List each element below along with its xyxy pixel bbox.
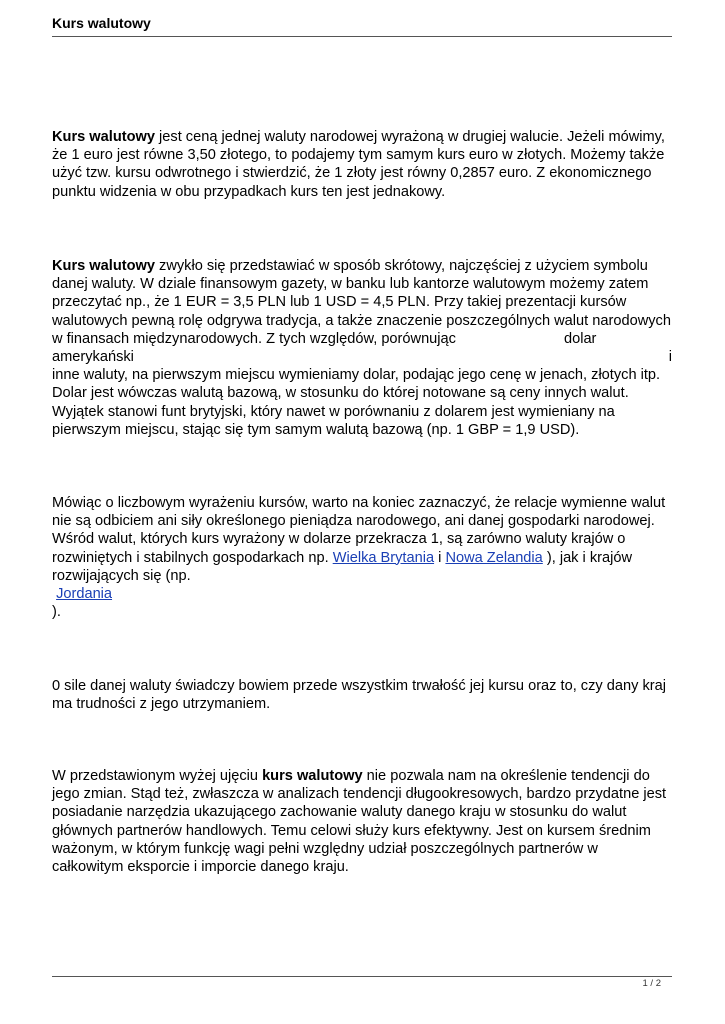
text-line: Wyjątek stanowi funt brytyjski, który nawet w porównaniu z dolarem jest wymieniany na [52, 403, 615, 420]
text-span: zwykło się przedstawiać w sposób skrótowy, najczęściej z użyciem symbolu [154, 258, 648, 274]
text-span: ), jak i krajów [542, 549, 632, 566]
text-span: dolar [563, 330, 597, 347]
text-line: inne waluty, na pierwszym miejscu wymieniamy dolar, podając jego cenę w jenach, złotych itp. [52, 367, 661, 384]
text-line [52, 128, 672, 146]
text-line: głównych partnerów handlowych. Temu celowi służy kurs efektywny. Jest on kursem średnim [52, 822, 651, 839]
paragraph-exchange-relations [52, 494, 672, 621]
text-span: i [668, 349, 672, 366]
text-span: jest ceną jednej waluty narodowej wyrażoną w drugiej walucie. Jeżeli mówimy, [154, 129, 665, 145]
text-line [52, 549, 672, 567]
link-wielka-brytania[interactable]: Wielka Brytania [332, 549, 435, 566]
paragraph-currency-strength [52, 677, 672, 713]
text-line: użyć tzw. kursu odwrotnego i stwierdzić, że 1 złoty jest równy 0,2857 euro. Z ekonomicznego [52, 165, 652, 182]
text-line: ). [52, 604, 61, 621]
text-line [52, 767, 672, 785]
text-span: amerykański [52, 349, 134, 366]
text-line: 0 sile danej waluty świadczy bowiem przede wszystkim trwałość jej kursu oraz to, czy dany kraj [52, 678, 666, 694]
text-span: nie pozwala nam na określenie tendencji do [362, 768, 650, 784]
paragraph-notation [52, 257, 672, 439]
header-divider [52, 36, 672, 37]
text-span: W przedstawionym wyżej ujęciu [52, 768, 263, 784]
text-line: rozwijających się (np. [52, 567, 191, 584]
text-line [52, 585, 672, 603]
text-line: nie są odbiciem ani siły określonego pieniądza narodowego, ani danej gospodarki narodowej. [52, 513, 655, 530]
term-bold: kurs walutowy [262, 768, 363, 784]
text-span: i [434, 549, 446, 566]
page-header-title: Kurs walutowy [52, 15, 151, 31]
text-line [52, 330, 672, 348]
text-line: walutowych pewną rolę odgrywa tradycja, a także znaczenie poszczególnych walut narodowych [52, 312, 671, 329]
term-bold: Kurs walutowy [52, 258, 155, 274]
text-span: w finansach międzynarodowych. Z tych względów, porównując [52, 330, 456, 347]
text-line: pierwszym miejscu, stając się tym samym walutą bazową (np. 1 GBP = 1,9 USD). [52, 421, 580, 438]
link-jordania[interactable]: Jordania [56, 586, 113, 603]
paragraph-effective-rate [52, 767, 672, 876]
text-line: jego zmian. Stąd też, zwłaszcza w analizach tendencji długookresowych, bardzo przydatne jest [52, 786, 667, 803]
text-line: danej waluty. W dziale finansowym gazety, w banku lub kantorze walutowym możemy zatem [52, 276, 649, 293]
link-nowa-zelandia[interactable]: Nowa Zelandia [445, 549, 543, 566]
footer-divider [52, 976, 672, 977]
text-line: ważonym, w którym funkcję wagi pełni względny udział poszczególnych partnerów w [52, 840, 598, 857]
page-number: 1 / 2 [642, 978, 661, 989]
text-line: całkowitym eksporcie i imporcie danego kraju. [52, 859, 349, 876]
text-line: Mówiąc o liczbowym wyrażeniu kursów, warto na koniec zaznaczyć, że relacje wymienne walut [52, 495, 666, 511]
text-line: że 1 euro jest równe 3,50 złotego, to podajemy tym samym kurs euro w złotych. Możemy także [52, 147, 665, 164]
text-line: ma trudności z jego utrzymaniem. [52, 696, 271, 713]
paragraph-definition [52, 128, 672, 201]
text-line: posiadanie narzędzia ukazującego zachowanie waluty danego kraju w stosunku do walut [52, 804, 627, 821]
text-line: Wśród walut, których kurs wyrażony w dolarze przekracza 1, są zarówno waluty krajów o [52, 531, 626, 548]
text-line: przeczytać np., że 1 EUR = 3,5 PLN lub 1 USD = 4,5 PLN. Przy takiej prezentacji kursów [52, 294, 627, 311]
text-line [52, 257, 672, 275]
text-line [52, 348, 672, 366]
term-bold: Kurs walutowy [52, 129, 155, 145]
text-line: Dolar jest wówczas walutą bazową, w stosunku do której notowane są ceny innych walut. [52, 385, 629, 402]
text-line: punktu widzenia w obu przypadkach kurs ten jest jednakowy. [52, 183, 446, 200]
text-span: rozwiniętych i stabilnych gospodarkach np. [52, 549, 333, 566]
